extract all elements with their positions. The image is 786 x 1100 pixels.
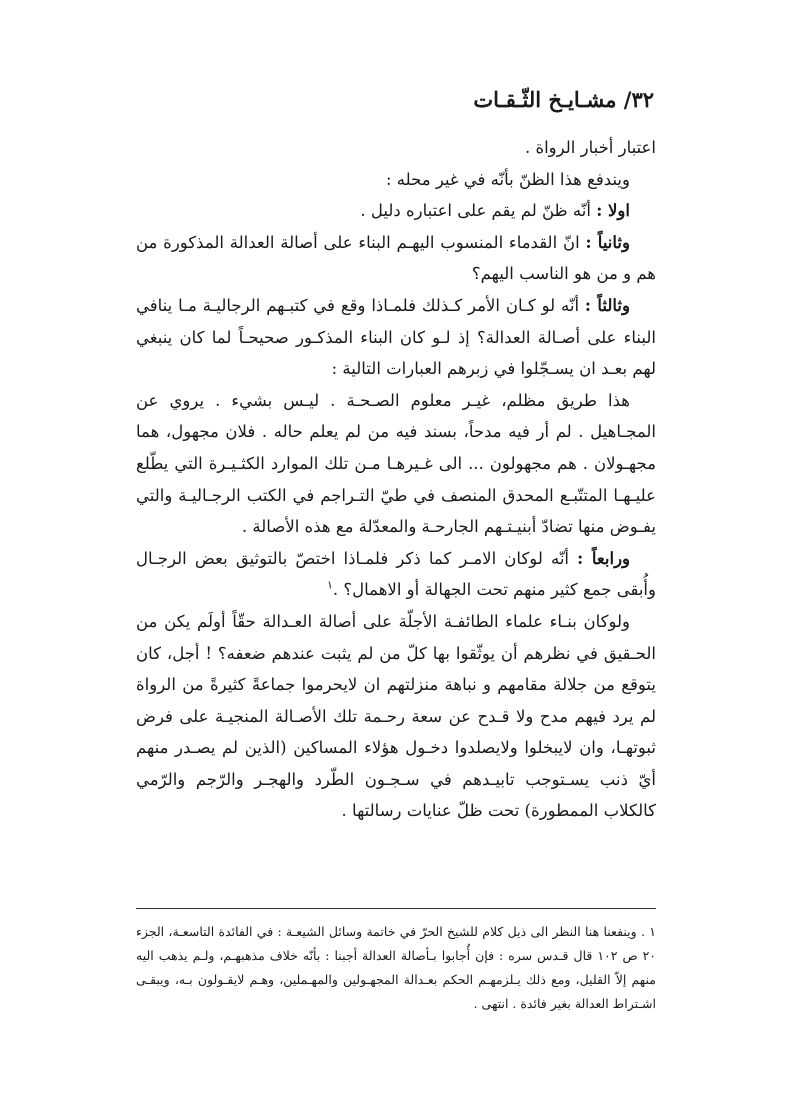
- paragraph-first-point: [136, 195, 656, 227]
- first-point-text: أنّه ظنّ لم يقم على اعتباره دليل .: [360, 201, 597, 221]
- third-point-text: أنّه لو كـان الأمر كـذلك فلمـاذا وقع في كتبـهم الرجاليـة مـا ينافي البناء على أصـالة العدالة؟ إذ لـو كان البناء المذكـور صحيحـاً لما كان ينبغي لهم بعـد ان يسـجّلوا في زبرهم العبارات التالية :: [136, 295, 656, 379]
- second-point-label: وثانياً :: [585, 232, 630, 252]
- paragraph-fourth-point: [136, 543, 656, 606]
- third-point-label: وثالثاً :: [584, 295, 630, 315]
- footnote-divider: [136, 908, 656, 909]
- paragraph-third-point: [136, 290, 656, 385]
- page-header: ٣٢/ مشـايـخ الثّـقـات: [473, 87, 654, 112]
- fourth-point-text: أنّه لوكان الامـر كما ذكر فلمـاذا اختصّ بالتوثيق بعض الرجـال وأُبقى جمع كثير منهم تحت الجهالة أو الاهمال؟ .: [136, 548, 656, 600]
- footnote-1: ١ . وينفعنا هنا النظر الى ذيل كلام للشيخ الحرّ في خاتمة وسائل الشيعـة : في الفائدة التاسعـة، الجزء ٢٠ ص ١٠٢ قال قـدس سره : فإن أُجابوا بـأصالة العدالة أجبنا : بأنّه خلاف مذهبهـم، ولـم يذهب اليه منهم إلاّ القليل، ومع ذلك يـلزمهـم الحكم بعـدالة المجهـولين والمهـملين، وهـم لايقـولون بـه، ويبقـى اشـتراط العدالة بغير فائدة . انتهى .: [136, 924, 656, 1011]
- footnotes: [136, 920, 656, 1016]
- paragraph-phrases: هذا طريق مظلم، غيـر معلوم الصـحـة . ليـس بشيء . يروي عن المجـاهيل . لم أر فيه مدحاً، بسند فيه من لم يعلم حاله . فلان مجهول، هما مجهـولان . هم مجهولون ... الى غـيرهـا مـن تلك الموارد الكثـيـرة التي يطّلع عليـهـا المتتّبـع المحدق المنصف في طيّ التـراجم في الكتب الرجـاليـة والتي يفـوض منها تضادّ أبنيـتـهم الجارحـة والمعدّلة مع هذه الأصالة .: [136, 390, 656, 537]
- paragraph-second-point: [136, 227, 656, 290]
- paragraph-1: اعتبار أخبار الرواة .: [524, 138, 656, 157]
- second-point-text: انّ القدماء المنسوب اليهـم البناء على أصالة العدالة المذكورة من هم و من هو الناسب اليهم؟: [136, 232, 656, 284]
- fourth-point-label: ورابعاً :: [577, 548, 631, 568]
- footnote-reference[interactable]: ١: [327, 578, 333, 592]
- paragraph-2: ويندفع هذا الظنّ بأنّه في غير محله :: [385, 169, 630, 189]
- main-text: [136, 132, 656, 827]
- first-point-label: اولا :: [596, 201, 630, 221]
- paragraph-conclusion: ولوكان بنـاء علماء الطائفـة الأجلّة على أصالة العـدالة حقّاً أولَم يكن من الحـقيق في نظرهم أن يوثّقوا بها كلّ من لم يثبت عندهم ضعفه؟ ! أجل، كان يتوقع من جلالة مقامهم و نباهة منزلتهم ان لايحرموا جماعةً كثيرةً من الرواة لم يرد فيهم مدح ولا قـدح عن سعة رحـمة تلك الأصـالة المنجيـة على فرض ثبوتهـا، وان لايبخلوا ولايصلدوا دخـول هؤلاء المساكين (الذين لم يصـدر منهم أيّ ذنب يسـتوجب تابيـدهم في سـجـون الطّرد والهجـر والرّجم والرّمي كالكلاب الممطورة) تحت ظلّ عنايات رسالتها .: [136, 611, 656, 821]
